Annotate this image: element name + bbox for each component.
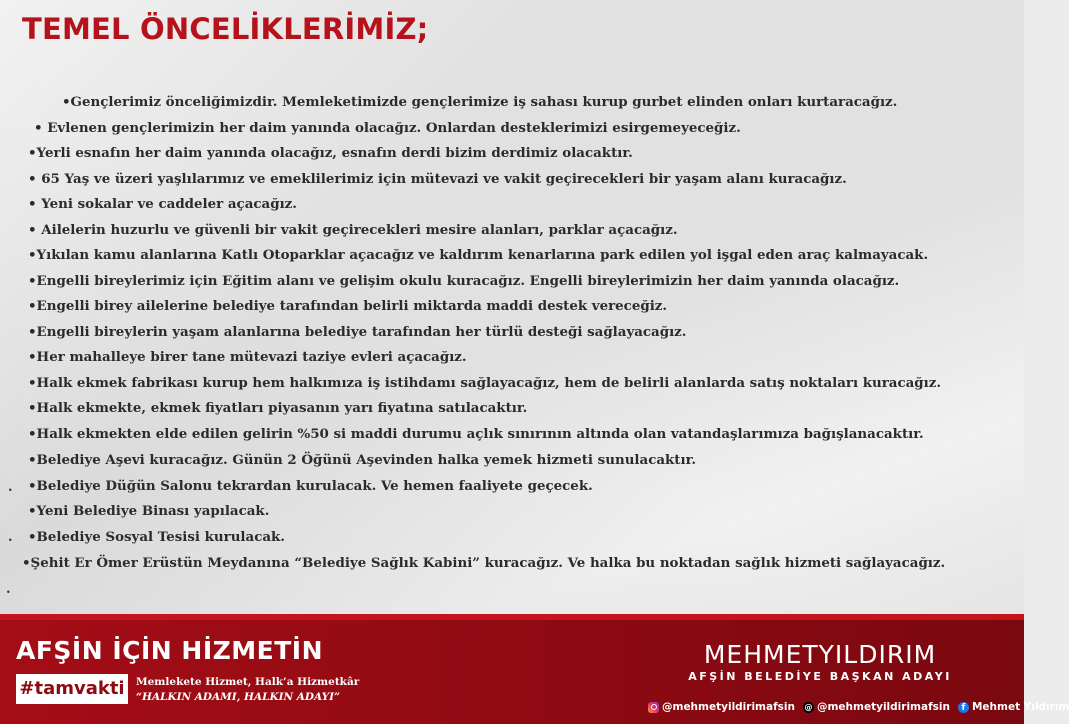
social-facebook[interactable] [958,701,1069,713]
list-item: •Belediye Sosyal Tesisi kurulacak. [28,529,285,545]
list-item: •Engelli bireylerimiz için Eğitim alanı ve gelişim okulu kuracağız. Engelli bireylerimizin her daim yanında olacağız. [28,273,900,289]
social-instagram[interactable] [648,701,795,713]
list-item: •Yerli esnafın her daim yanında olacağız, esnafın derdi bizim derdimiz olacaktır. [28,145,633,161]
list-item: •Belediye Düğün Salonu tekrardan kurulacak. Ve hemen faaliyete geçecek. [28,478,593,494]
list-item: •Her mahalleye birer tane mütevazi taziye evleri açacağız. [28,349,467,365]
social-links [648,699,1069,715]
candidate-role: AFŞİN BELEDİYE BAŞKAN ADAYI [688,670,952,683]
list-item: •Engelli birey ailelerine belediye tarafından belirli miktarda maddi destek vereceğiz. [28,298,668,314]
list-item: • Yeni sokalar ve caddeler açacağız. [28,196,297,212]
facebook-icon: f [958,702,969,713]
list-item: •Belediye Aşevi kuracağız. Günün 2 Öğünü Aşevinden halka yemek hizmeti sunulacaktır. [28,452,697,468]
instagram-icon [648,702,659,713]
list-item: •Gençlerimiz önceliğimizdir. Memleketimizde gençlerimize iş sahası kurup gurbet elinden onları kurtaracağız. [62,94,898,110]
threads-handle: @mehmetyildirimafsin [816,701,950,713]
list-item: • 65 Yaş ve üzeri yaşlılarımız ve emeklilerimiz için mütevazi ve vakit geçirecekleri bir yaşam alanı kuracağız. [28,171,847,187]
stray-dot: . [6,582,11,597]
footer-banner [0,614,1069,724]
stray-dot: . [8,480,13,495]
threads-icon: @ [804,702,813,712]
motto-line-1: Memlekete Hizmet, Halk’a Hizmetkâr [136,676,360,688]
hashtag-badge: #tamvakti [16,674,128,704]
campaign-slogan: AFŞİN İÇİN HİZMETİN [16,636,324,665]
list-item: •Halk ekmek fabrikası kurup hem halkımıza iş istihdamı sağlayacağız, hem de belirli alanlarda satış noktaları kuracağız. [28,375,942,391]
list-item: •Halk ekmekten elde edilen gelirin %50 si maddi durumu açlık sınırının altında olan vatandaşlarımıza bağışlanacaktır. [28,426,924,442]
stray-dot: . [8,530,13,545]
footer-accent-band [0,614,1024,620]
list-item: • Ailelerin huzurlu ve güvenli bir vakit geçirecekleri mesire alanları, parklar açacağız. [28,222,678,238]
list-item: •Engelli bireylerin yaşam alanlarına belediye tarafından her türlü desteği sağlayacağız. [28,324,687,340]
list-item: •Yıkılan kamu alanlarına Katlı Otoparklar açacağız ve kaldırım kenarlarına park edilen yol işgal eden araç kalmayacak. [28,247,929,263]
list-item: •Yeni Belediye Binası yapılacak. [28,503,270,519]
instagram-handle: @mehmetyildirimafsin [662,701,795,713]
list-item: •Şehit Er Ömer Erüstün Meydanına “Belediye Sağlık Kabini” kuracağız. Ve halka bu noktadan sağlık hizmeti sağlayacağız. [22,555,946,571]
candidate-name-logo: MEHMETYILDIRIM [703,640,937,669]
facebook-name: Mehmet Yıldırım [971,701,1069,713]
social-threads[interactable] [803,701,950,713]
list-item: • Evlenen gençlerimizin her daim yanında olacağız. Onlardan desteklerimizi esirgemeyeceğiz. [34,120,741,136]
motto-line-2: “HALKIN ADAMI, HALKIN ADAYI” [136,691,341,703]
page-title: TEMEL ÖNCELİKLERİMİZ; [22,12,429,46]
list-item: •Halk ekmekte, ekmek fiyatları piyasanın yarı fiyatına satılacaktır. [28,400,528,416]
